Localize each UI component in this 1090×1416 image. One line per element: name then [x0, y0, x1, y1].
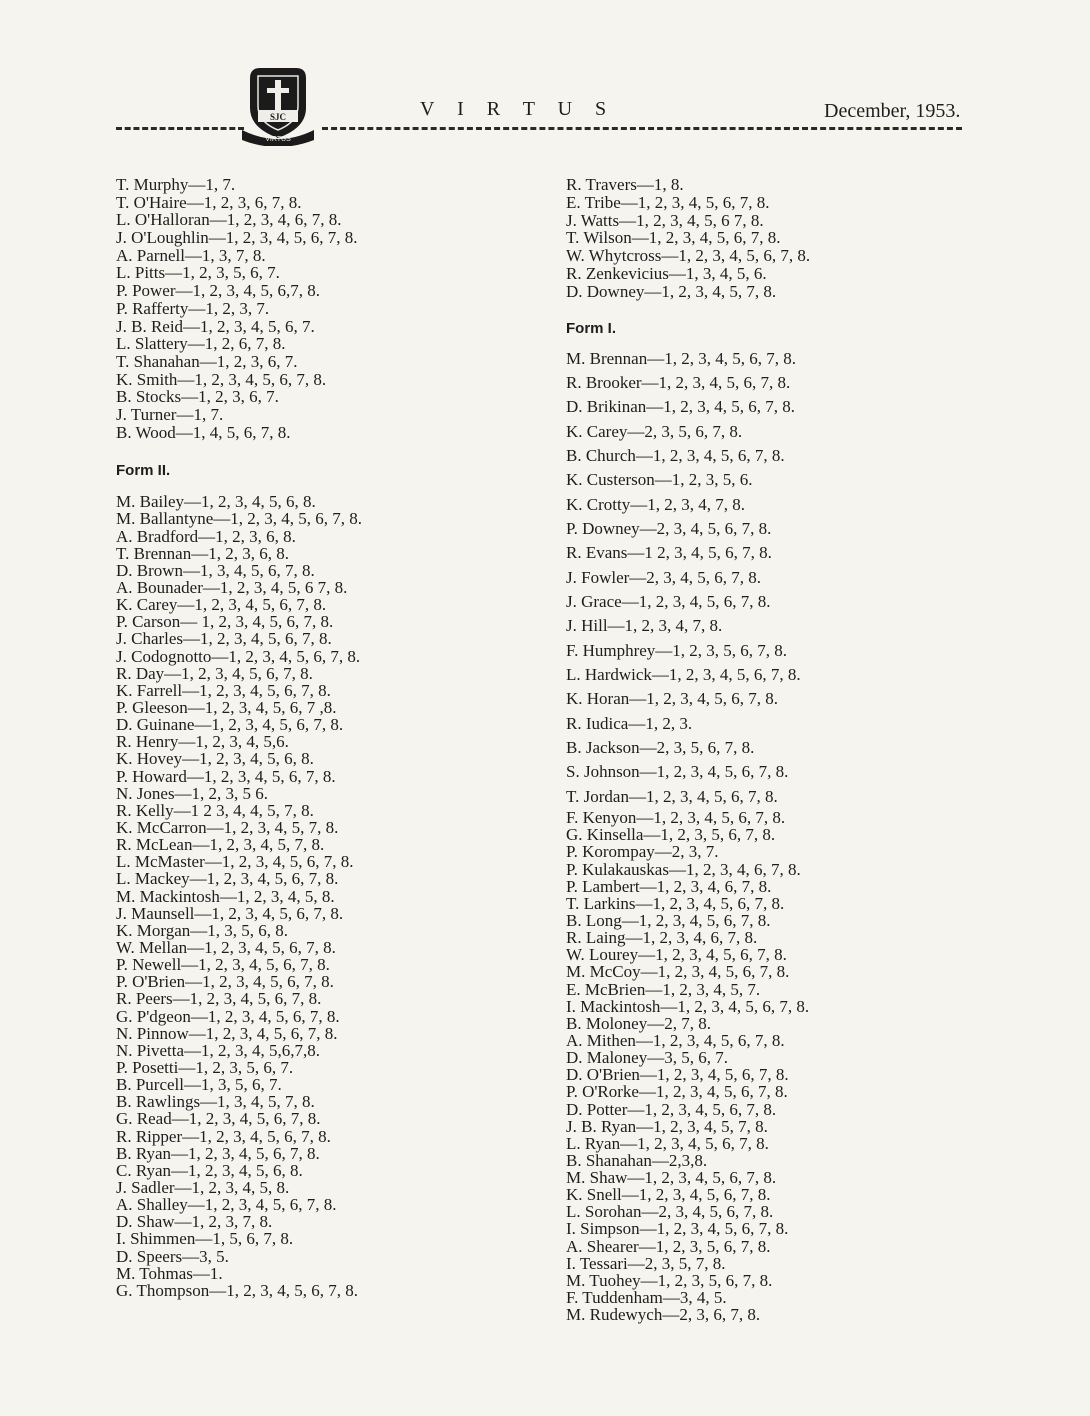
list-item: B. Church—1, 2, 3, 4, 5, 6, 7, 8. [566, 445, 785, 465]
list-item: D. Guinane—1, 2, 3, 4, 5, 6, 7, 8. [116, 715, 344, 735]
list-item: T. Larkins—1, 2, 3, 4, 5, 6, 7, 8. [566, 893, 785, 913]
list-item: P. Carson— 1, 2, 3, 4, 5, 6, 7, 8. [116, 612, 334, 632]
school-crest-icon [240, 64, 316, 146]
list-item: P. O'Rorke—1, 2, 3, 4, 5, 6, 7, 8. [566, 1082, 788, 1102]
list-item: J. Grace—1, 2, 3, 4, 5, 6, 7, 8. [566, 592, 771, 612]
list-item: K. Farrell—1, 2, 3, 4, 5, 6, 7, 8. [116, 680, 331, 700]
list-item: K. Carey—2, 3, 5, 6, 7, 8. [566, 421, 743, 441]
list-item: G. Thompson—1, 2, 3, 4, 5, 6, 7, 8. [116, 1280, 358, 1300]
list-item: R. Kelly—1 2 3, 4, 4, 5, 7, 8. [116, 800, 314, 820]
list-item: J. B. Ryan—1, 2, 3, 4, 5, 7, 8. [566, 1116, 768, 1136]
list-item: A. Mithen—1, 2, 3, 4, 5, 6, 7, 8. [566, 1030, 785, 1050]
list-item: G. Kinsella—1, 2, 3, 5, 6, 7, 8. [566, 825, 776, 845]
list-item: D. Potter—1, 2, 3, 4, 5, 6, 7, 8. [566, 1099, 777, 1119]
list-item: L. Mackey—1, 2, 3, 4, 5, 6, 7, 8. [116, 869, 339, 889]
list-item: L. Sorohan—2, 3, 4, 5, 6, 7, 8. [566, 1202, 774, 1222]
masthead-title: V I R T U S [420, 98, 616, 120]
list-item: P. Posetti—1, 2, 3, 5, 6, 7. [116, 1057, 294, 1077]
list-item: G. P'dgeon—1, 2, 3, 4, 5, 6, 7, 8. [116, 1006, 340, 1026]
left-top-list [116, 176, 556, 441]
list-item: F. Humphrey—1, 2, 3, 5, 6, 7, 8. [566, 640, 788, 660]
list-item: T. Brennan—1, 2, 3, 6, 8. [116, 543, 289, 563]
list-item: R. Peers—1, 2, 3, 4, 5, 6, 7, 8. [116, 989, 322, 1009]
list-item: N. Pinnow—1, 2, 3, 4, 5, 6, 7, 8. [116, 1023, 338, 1043]
list-item: K. Hovey—1, 2, 3, 4, 5, 6, 8. [116, 749, 314, 769]
list-item: S. Johnson—1, 2, 3, 4, 5, 6, 7, 8. [566, 762, 789, 782]
list-item: G. Read—1, 2, 3, 4, 5, 6, 7, 8. [116, 1109, 321, 1129]
list-item: I. Tessari—2, 3, 5, 7, 8. [566, 1253, 726, 1273]
list-item: D. Brown—1, 3, 4, 5, 6, 7, 8. [116, 560, 315, 580]
page-header [0, 60, 1090, 150]
list-item: W. Whytcross—1, 2, 3, 4, 5, 6, 7, 8. [566, 246, 811, 266]
list-item: P. Power—1, 2, 3, 4, 5, 6,7, 8. [116, 281, 321, 301]
list-item: I. Simpson—1, 2, 3, 4, 5, 6, 7, 8. [566, 1219, 789, 1239]
list-item: L. Pitts—1, 2, 3, 5, 6, 7. [116, 263, 280, 283]
list-item: P. Downey—2, 3, 4, 5, 6, 7, 8. [566, 518, 772, 538]
list-item: K. McCarron—1, 2, 3, 4, 5, 7, 8. [116, 817, 339, 837]
list-item: M. Brennan—1, 2, 3, 4, 5, 6, 7, 8. [566, 348, 796, 368]
list-item: J. Maunsell—1, 2, 3, 4, 5, 6, 7, 8. [116, 903, 344, 923]
list-item: J. Hill—1, 2, 3, 4, 7, 8. [566, 616, 723, 636]
list-item: D. Speers—3, 5. [116, 1246, 229, 1266]
list-item: B. Ryan—1, 2, 3, 4, 5, 6, 7, 8. [116, 1143, 320, 1163]
list-item: R. Henry—1, 2, 3, 4, 5,6. [116, 732, 289, 752]
form-2-list [116, 493, 556, 1299]
list-item: J. B. Reid—1, 2, 3, 4, 5, 6, 7. [116, 316, 315, 336]
list-item: D. Brikinan—1, 2, 3, 4, 5, 6, 7, 8. [566, 397, 796, 417]
list-item: M. McCoy—1, 2, 3, 4, 5, 6, 7, 8. [566, 962, 790, 982]
list-item: A. Shearer—1, 2, 3, 5, 6, 7, 8. [566, 1236, 771, 1256]
list-item: K. Smith—1, 2, 3, 4, 5, 6, 7, 8. [116, 369, 327, 389]
list-item: A. Parnell—1, 3, 7, 8. [116, 245, 266, 265]
list-item: R. McLean—1, 2, 3, 4, 5, 7, 8. [116, 835, 325, 855]
list-item: K. Morgan—1, 3, 5, 6, 8. [116, 920, 289, 940]
list-item: A. Bounader—1, 2, 3, 4, 5, 6 7, 8. [116, 578, 348, 598]
list-item: I. Mackintosh—1, 2, 3, 4, 5, 6, 7, 8. [566, 996, 810, 1016]
list-item: E. McBrien—1, 2, 3, 4, 5, 7. [566, 979, 761, 999]
issue-date: December, 1953. [824, 100, 961, 122]
list-item: F. Kenyon—1, 2, 3, 4, 5, 6, 7, 8. [566, 808, 786, 828]
list-item: W. Lourey—1, 2, 3, 4, 5, 6, 7, 8. [566, 945, 787, 965]
list-item: M. Shaw—1, 2, 3, 4, 5, 6, 7, 8. [566, 1168, 777, 1188]
list-item: J. Turner—1, 7. [116, 404, 224, 424]
list-item: W. Mellan—1, 2, 3, 4, 5, 6, 7, 8. [116, 937, 336, 957]
list-item: D. Maloney—3, 5, 6, 7. [566, 1048, 728, 1068]
list-item: B. Long—1, 2, 3, 4, 5, 6, 7, 8. [566, 910, 771, 930]
list-item: L. McMaster—1, 2, 3, 4, 5, 6, 7, 8. [116, 852, 354, 872]
list-item: T. Murphy—1, 7. [116, 175, 236, 194]
list-item: T. O'Haire—1, 2, 3, 6, 7, 8. [116, 192, 302, 212]
list-item: I. Shimmen—1, 5, 6, 7, 8. [116, 1229, 294, 1249]
right-column [566, 176, 1066, 1323]
list-item: C. Ryan—1, 2, 3, 4, 5, 6, 8. [116, 1160, 303, 1180]
list-item: M. Rudewych—2, 3, 6, 7, 8. [566, 1305, 761, 1325]
list-item: L. Hardwick—1, 2, 3, 4, 5, 6, 7, 8. [566, 665, 801, 685]
list-item: P. Howard—1, 2, 3, 4, 5, 6, 7, 8. [116, 766, 336, 786]
list-item: N. Jones—1, 2, 3, 5 6. [116, 783, 269, 803]
list-item: N. Pivetta—1, 2, 3, 4, 5,6,7,8. [116, 1040, 320, 1060]
list-item: K. Carey—1, 2, 3, 4, 5, 6, 7, 8. [116, 595, 327, 615]
list-item: R. Laing—1, 2, 3, 4, 6, 7, 8. [566, 928, 758, 948]
list-item: M. Bailey—1, 2, 3, 4, 5, 6, 8. [116, 492, 316, 512]
list-item: K. Custerson—1, 2, 3, 5, 6. [566, 470, 753, 490]
list-item: L. Slattery—1, 2, 6, 7, 8. [116, 334, 286, 354]
list-item: B. Rawlings—1, 3, 4, 5, 7, 8. [116, 1092, 315, 1112]
list-item: J. Charles—1, 2, 3, 4, 5, 6, 7, 8. [116, 629, 332, 649]
right-top-list [566, 176, 1066, 301]
list-item: J. Codognotto—1, 2, 3, 4, 5, 6, 7, 8. [116, 646, 361, 666]
list-item: P. Gleeson—1, 2, 3, 4, 5, 6, 7 ,8. [116, 698, 337, 717]
list-item: M. Ballantyne—1, 2, 3, 4, 5, 6, 7, 8. [116, 509, 363, 529]
list-item: B. Stocks—1, 2, 3, 6, 7. [116, 387, 279, 407]
list-item: B. Purcell—1, 3, 5, 6, 7. [116, 1075, 282, 1095]
list-item: J. O'Loughlin—1, 2, 3, 4, 5, 6, 7, 8. [116, 228, 358, 248]
list-item: K. Horan—1, 2, 3, 4, 5, 6, 7, 8. [566, 689, 779, 709]
crest-initials: SJC [269, 112, 287, 122]
crest-motto: VIRTUS [265, 136, 291, 143]
list-item: J. Sadler—1, 2, 3, 4, 5, 8. [116, 1177, 290, 1197]
list-item: K. Crotty—1, 2, 3, 4, 7, 8. [566, 494, 745, 514]
list-item: R. Brooker—1, 2, 3, 4, 5, 6, 7, 8. [566, 372, 791, 392]
list-item: R. Ripper—1, 2, 3, 4, 5, 6, 7, 8. [116, 1126, 331, 1146]
header-rule-left [116, 127, 244, 130]
header-rule-right [322, 127, 962, 130]
list-item: D. Downey—1, 2, 3, 4, 5, 7, 8. [566, 281, 777, 301]
list-item: J. Fowler—2, 3, 4, 5, 6, 7, 8. [566, 567, 762, 587]
list-item: R. Iudica—1, 2, 3. [566, 713, 693, 733]
form-1-list-spaced [566, 347, 1066, 810]
list-item: B. Wood—1, 4, 5, 6, 7, 8. [116, 422, 291, 442]
list-item: P. Rafferty—1, 2, 3, 7. [116, 298, 270, 318]
form-1-heading: Form I. [566, 319, 617, 337]
list-item: T. Shanahan—1, 2, 3, 6, 7. [116, 351, 298, 371]
list-item: L. O'Halloran—1, 2, 3, 4, 6, 7, 8. [116, 210, 342, 230]
list-item: B. Jackson—2, 3, 5, 6, 7, 8. [566, 738, 755, 758]
list-item: B. Moloney—2, 7, 8. [566, 1013, 711, 1033]
list-item: R. Day—1, 2, 3, 4, 5, 6, 7, 8. [116, 663, 313, 683]
list-item: D. Shaw—1, 2, 3, 7, 8. [116, 1212, 273, 1232]
list-item: R. Evans—1 2, 3, 4, 5, 6, 7, 8. [566, 543, 772, 563]
list-item: K. Snell—1, 2, 3, 4, 5, 6, 7, 8. [566, 1185, 771, 1205]
list-item: T. Jordan—1, 2, 3, 4, 5, 6, 7, 8. [566, 786, 778, 806]
list-item: R. Travers—1, 8. [566, 175, 684, 194]
left-column [116, 176, 556, 1299]
list-item: A. Bradford—1, 2, 3, 6, 8. [116, 526, 296, 546]
form-2-heading: Form II. [116, 462, 171, 480]
list-item: F. Tuddenham—3, 4, 5. [566, 1288, 727, 1308]
list-item: M. Tohmas—1. [116, 1263, 223, 1283]
list-item: E. Tribe—1, 2, 3, 4, 5, 6, 7, 8. [566, 192, 770, 212]
list-item: T. Wilson—1, 2, 3, 4, 5, 6, 7, 8. [566, 228, 781, 248]
list-item: P. O'Brien—1, 2, 3, 4, 5, 6, 7, 8. [116, 972, 334, 992]
list-item: P. Kulakauskas—1, 2, 3, 4, 6, 7, 8. [566, 859, 801, 879]
list-item: D. O'Brien—1, 2, 3, 4, 5, 6, 7, 8. [566, 1065, 789, 1085]
list-item: P. Lambert—1, 2, 3, 4, 6, 7, 8. [566, 876, 772, 896]
list-item: M. Tuohey—1, 2, 3, 5, 6, 7, 8. [566, 1270, 773, 1290]
form-1-list-compact [566, 809, 1066, 1323]
list-item: R. Zenkevicius—1, 3, 4, 5, 6. [566, 263, 767, 283]
list-item: L. Ryan—1, 2, 3, 4, 5, 6, 7, 8. [566, 1133, 769, 1153]
list-item: M. Mackintosh—1, 2, 3, 4, 5, 8. [116, 886, 335, 906]
list-item: P. Newell—1, 2, 3, 4, 5, 6, 7, 8. [116, 955, 330, 975]
list-item: A. Shalley—1, 2, 3, 4, 5, 6, 7, 8. [116, 1195, 337, 1215]
list-item: J. Watts—1, 2, 3, 4, 5, 6 7, 8. [566, 210, 764, 230]
list-item: P. Korompay—2, 3, 7. [566, 842, 719, 862]
list-item: B. Shanahan—2,3,8. [566, 1150, 708, 1170]
